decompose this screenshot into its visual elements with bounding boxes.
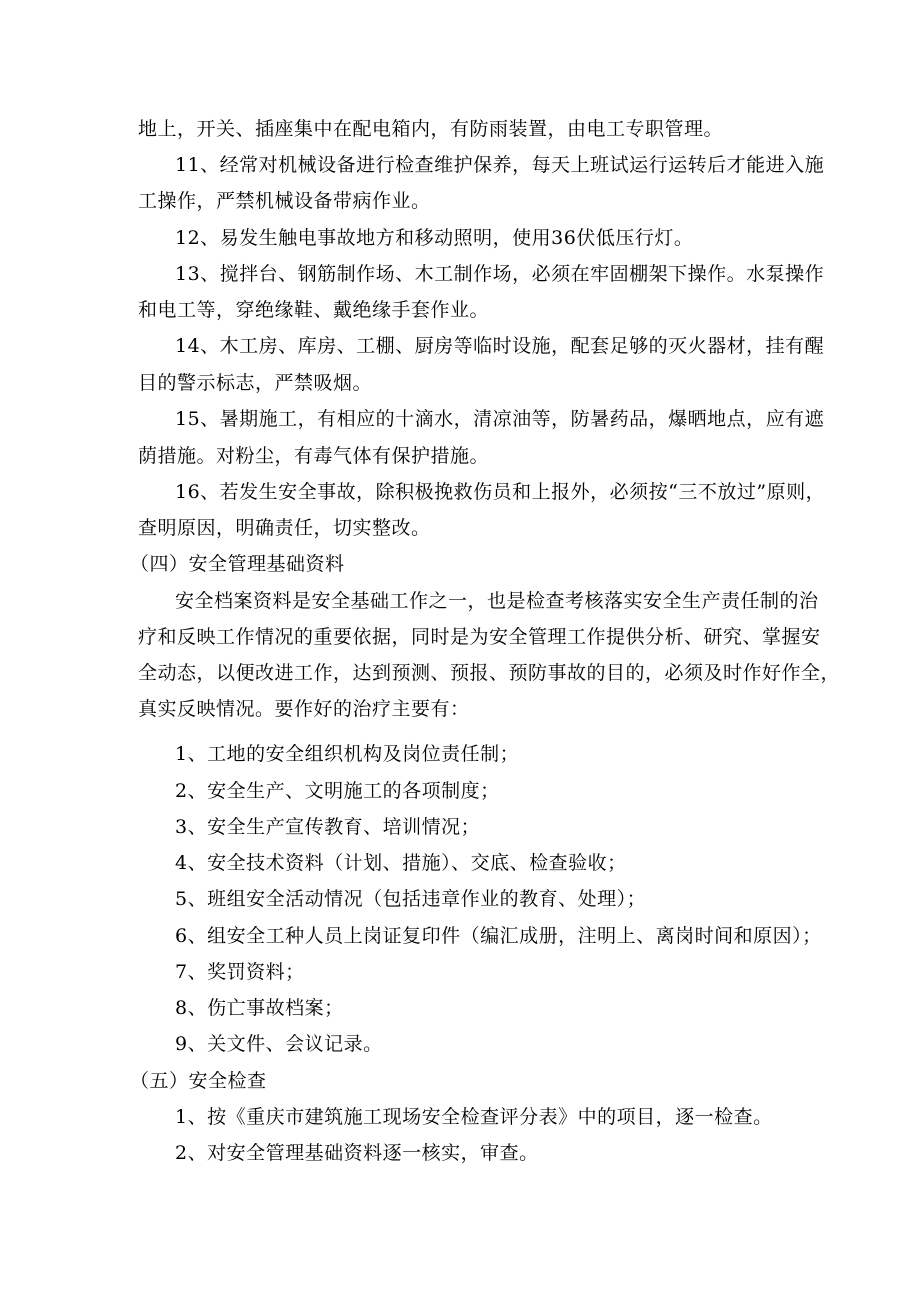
text-line: 13、搅拌台、钢筋制作场、木工制作场，必须在牢固棚架下操作。水泵操作 <box>175 263 825 285</box>
list-item: 1、工地的安全组织机构及岗位责任制； <box>175 743 520 765</box>
text-line: 15、暑期施工，有相应的十滴水，清凉油等，防暑药品，爆晒地点，应有遮 <box>175 408 825 430</box>
text-line: 全动态，以便改进工作，达到预测、预报、预防事故的目的，必须及时作好作全， <box>138 662 841 684</box>
text-line: 安全档案资料是安全基础工作之一，也是检查考核落实安全生产责任制的治 <box>175 590 819 612</box>
list-item: 4、安全技术资料（计划、措施）、交底、检查验收； <box>175 852 627 874</box>
text-line: 16、若发生安全事故，除积极挽救伤员和上报外，必须按“三不放过”原则， <box>175 481 826 503</box>
text-line: 荫措施。对粉尘，有毒气体有保护措施。 <box>138 445 490 467</box>
text-line: 地上，开关、插座集中在配电箱内，有防雨装置，由电工专职管理。 <box>138 118 724 140</box>
list-item: 6、组安全工种人员上岗证复印件（编汇成册，注明上、离岗时间和原因）； <box>175 925 822 947</box>
list-item: 5、班组安全活动情况（包括违章作业的教育、处理）； <box>175 888 647 910</box>
text-line: 和电工等，穿绝缘鞋、戴绝缘手套作业。 <box>138 299 490 321</box>
text-line: 真实反映情况。要作好的治疗主要有： <box>138 698 470 720</box>
list-item: 8、伤亡事故档案； <box>175 997 344 1019</box>
list-item: 7、奖罚资料； <box>175 961 305 983</box>
list-item: 2、安全生产、文明施工的各项制度； <box>175 780 500 802</box>
list-item: 2、对安全管理基础资料逐一核实，审查。 <box>175 1142 539 1164</box>
list-item: 3、安全生产宣传教育、培训情况； <box>175 816 481 838</box>
section-heading: （四）安全管理基础资料 <box>130 553 345 575</box>
list-item: 1、按《重庆市建筑施工现场安全检查评分表》中的项目，逐一检查。 <box>175 1106 773 1128</box>
text-line: 11、经常对机械设备进行检查维护保养，每天上班试运行运转后才能进入施 <box>175 154 825 176</box>
section-heading: （五）安全检查 <box>130 1070 267 1092</box>
text-line: 14、木工房、库房、工棚、厨房等临时设施，配套足够的灭火器材，挂有醒 <box>175 335 825 357</box>
list-item: 9、关文件、会议记录。 <box>175 1033 383 1055</box>
text-line: 工操作，严禁机械设备带病作业。 <box>138 190 431 212</box>
text-line: 目的警示标志，严禁吸烟。 <box>138 372 373 394</box>
text-line: 查明原因，明确责任，切实整改。 <box>138 517 431 539</box>
text-line: 12、易发生触电事故地方和移动照明，使用36伏低压行灯。 <box>175 227 694 249</box>
text-line: 疗和反映工作情况的重要依据，同时是为安全管理工作提供分析、研究、掌握安 <box>138 626 821 648</box>
